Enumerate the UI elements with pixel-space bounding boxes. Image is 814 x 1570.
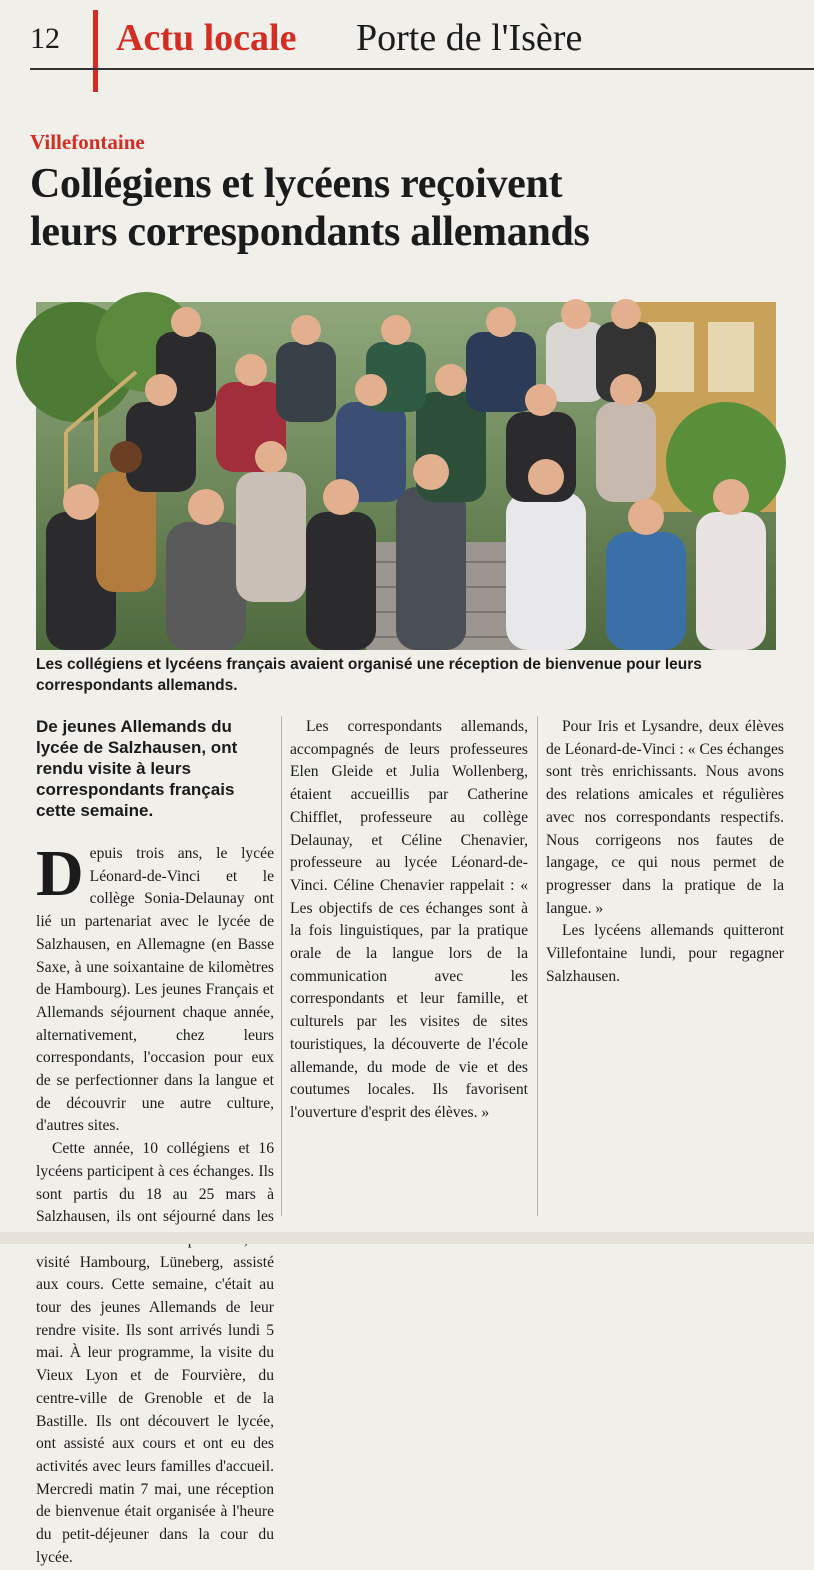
article-column-2 bbox=[290, 716, 528, 1216]
article-kicker: Villefontaine bbox=[30, 130, 145, 154]
paragraph-1-text: epuis trois ans, le lycée Léonard-de-Vinci et le collège Sonia-Delaunay ont lié un partenariat avec le lycée de Salzhausen, en Allemagne (en Basse Saxe, à une soixantaine de kilomètres de Hambourg). Les jeunes Français et Allemands séjournent chaque année, alternativement, chez leurs correspondants, l'occasion pour eux de se perfectionner dans la langue et de découvrir une autre culture, d'autres sites. bbox=[36, 845, 274, 1135]
edition-title: Porte de l'Isère bbox=[356, 17, 583, 59]
article-lead: De jeunes Allemands du lycée de Salzhausen, ont rendu visite à leurs correspondants français cette semaine. bbox=[36, 717, 238, 820]
headline-line-1: Collégiens et lycéens reçoivent bbox=[30, 161, 563, 207]
article-paragraph-2: Cette année, 10 collégiens et 16 lycéens participent à ces échanges. Ils sont partis du 18 au 25 mars à Salzhausen, ils ont séjourné dans les visité Hambourg, Lüneberg, assisté aux cours. Cette semaine, c'était au tour des jeunes Allemands de leur rendre visite. Ils sont arrivés lundi 5 mai. À leur programme, la visite du Vieux Lyon et de Fourvière, du centre-ville de Grenoble et de la Bastille. Ils ont découvert le lycée, ont assisté aux cours et ont eu des activités avec leurs familles d'accueil. Mercredi matin 7 mai, une réception de bienvenue était organisée à l'heure du petit-déjeuner dans la cour du lycée. bbox=[36, 1140, 274, 1566]
article-column-3 bbox=[546, 716, 784, 988]
page-number: 12 bbox=[30, 22, 60, 55]
section-title: Actu locale bbox=[116, 17, 297, 59]
article-paragraph-3: Les correspondants allemands, accompagnés de leurs professeures Elen Gleide et Julia Wollenberg, étaient accueillis par Catherine Chifflet, professeure au collège Delaunay, et Céline Chenavier, professeure au lycée Léonard-de-Vinci. Céline Chenavier rappelait : « Les objectifs de ces échanges sont à la fois linguistiques, par la pratique orale de la langue lors de la communication avec les correspondants et leur famille, et culturels par les visites de sites touristiques, la découverte de l'école allemande, du mode de vie et des coutumes locales. Ils favorisent l'ouverture d'esprit des élèves. » bbox=[290, 718, 528, 1121]
header-rule bbox=[30, 68, 814, 70]
article-headline bbox=[30, 160, 790, 256]
article-column-1 bbox=[36, 716, 274, 1566]
drop-cap: D bbox=[36, 837, 84, 910]
group-photo-icon bbox=[36, 302, 776, 650]
headline-line-2: leurs correspondants allemands bbox=[30, 209, 590, 255]
header-divider bbox=[93, 10, 98, 92]
photo-caption: Les collégiens et lycéens français avaient organisé une réception de bienvenue pour leurs correspondants allemands. bbox=[36, 656, 702, 694]
article-paragraph-1 bbox=[36, 837, 274, 1138]
article-paragraph-5: Les lycéens allemands quitteront Villefontaine lundi, pour regagner Salzhausen. bbox=[546, 922, 784, 985]
page-bottom-band bbox=[0, 1232, 814, 1244]
page-header bbox=[0, 0, 814, 92]
article-paragraph-4: Pour Iris et Lysandre, deux élèves de Léonard-de-Vinci : « Ces échanges sont très enrichissants. Nous avons des relations amicales et régulières avec nos correspondants respectifs. Nous corrigeons nos fautes de langage, ce qui nous permet de progresser dans la pratique de la langue. » bbox=[546, 718, 784, 917]
column-divider-2 bbox=[537, 716, 538, 1216]
column-divider-1 bbox=[281, 716, 282, 1216]
